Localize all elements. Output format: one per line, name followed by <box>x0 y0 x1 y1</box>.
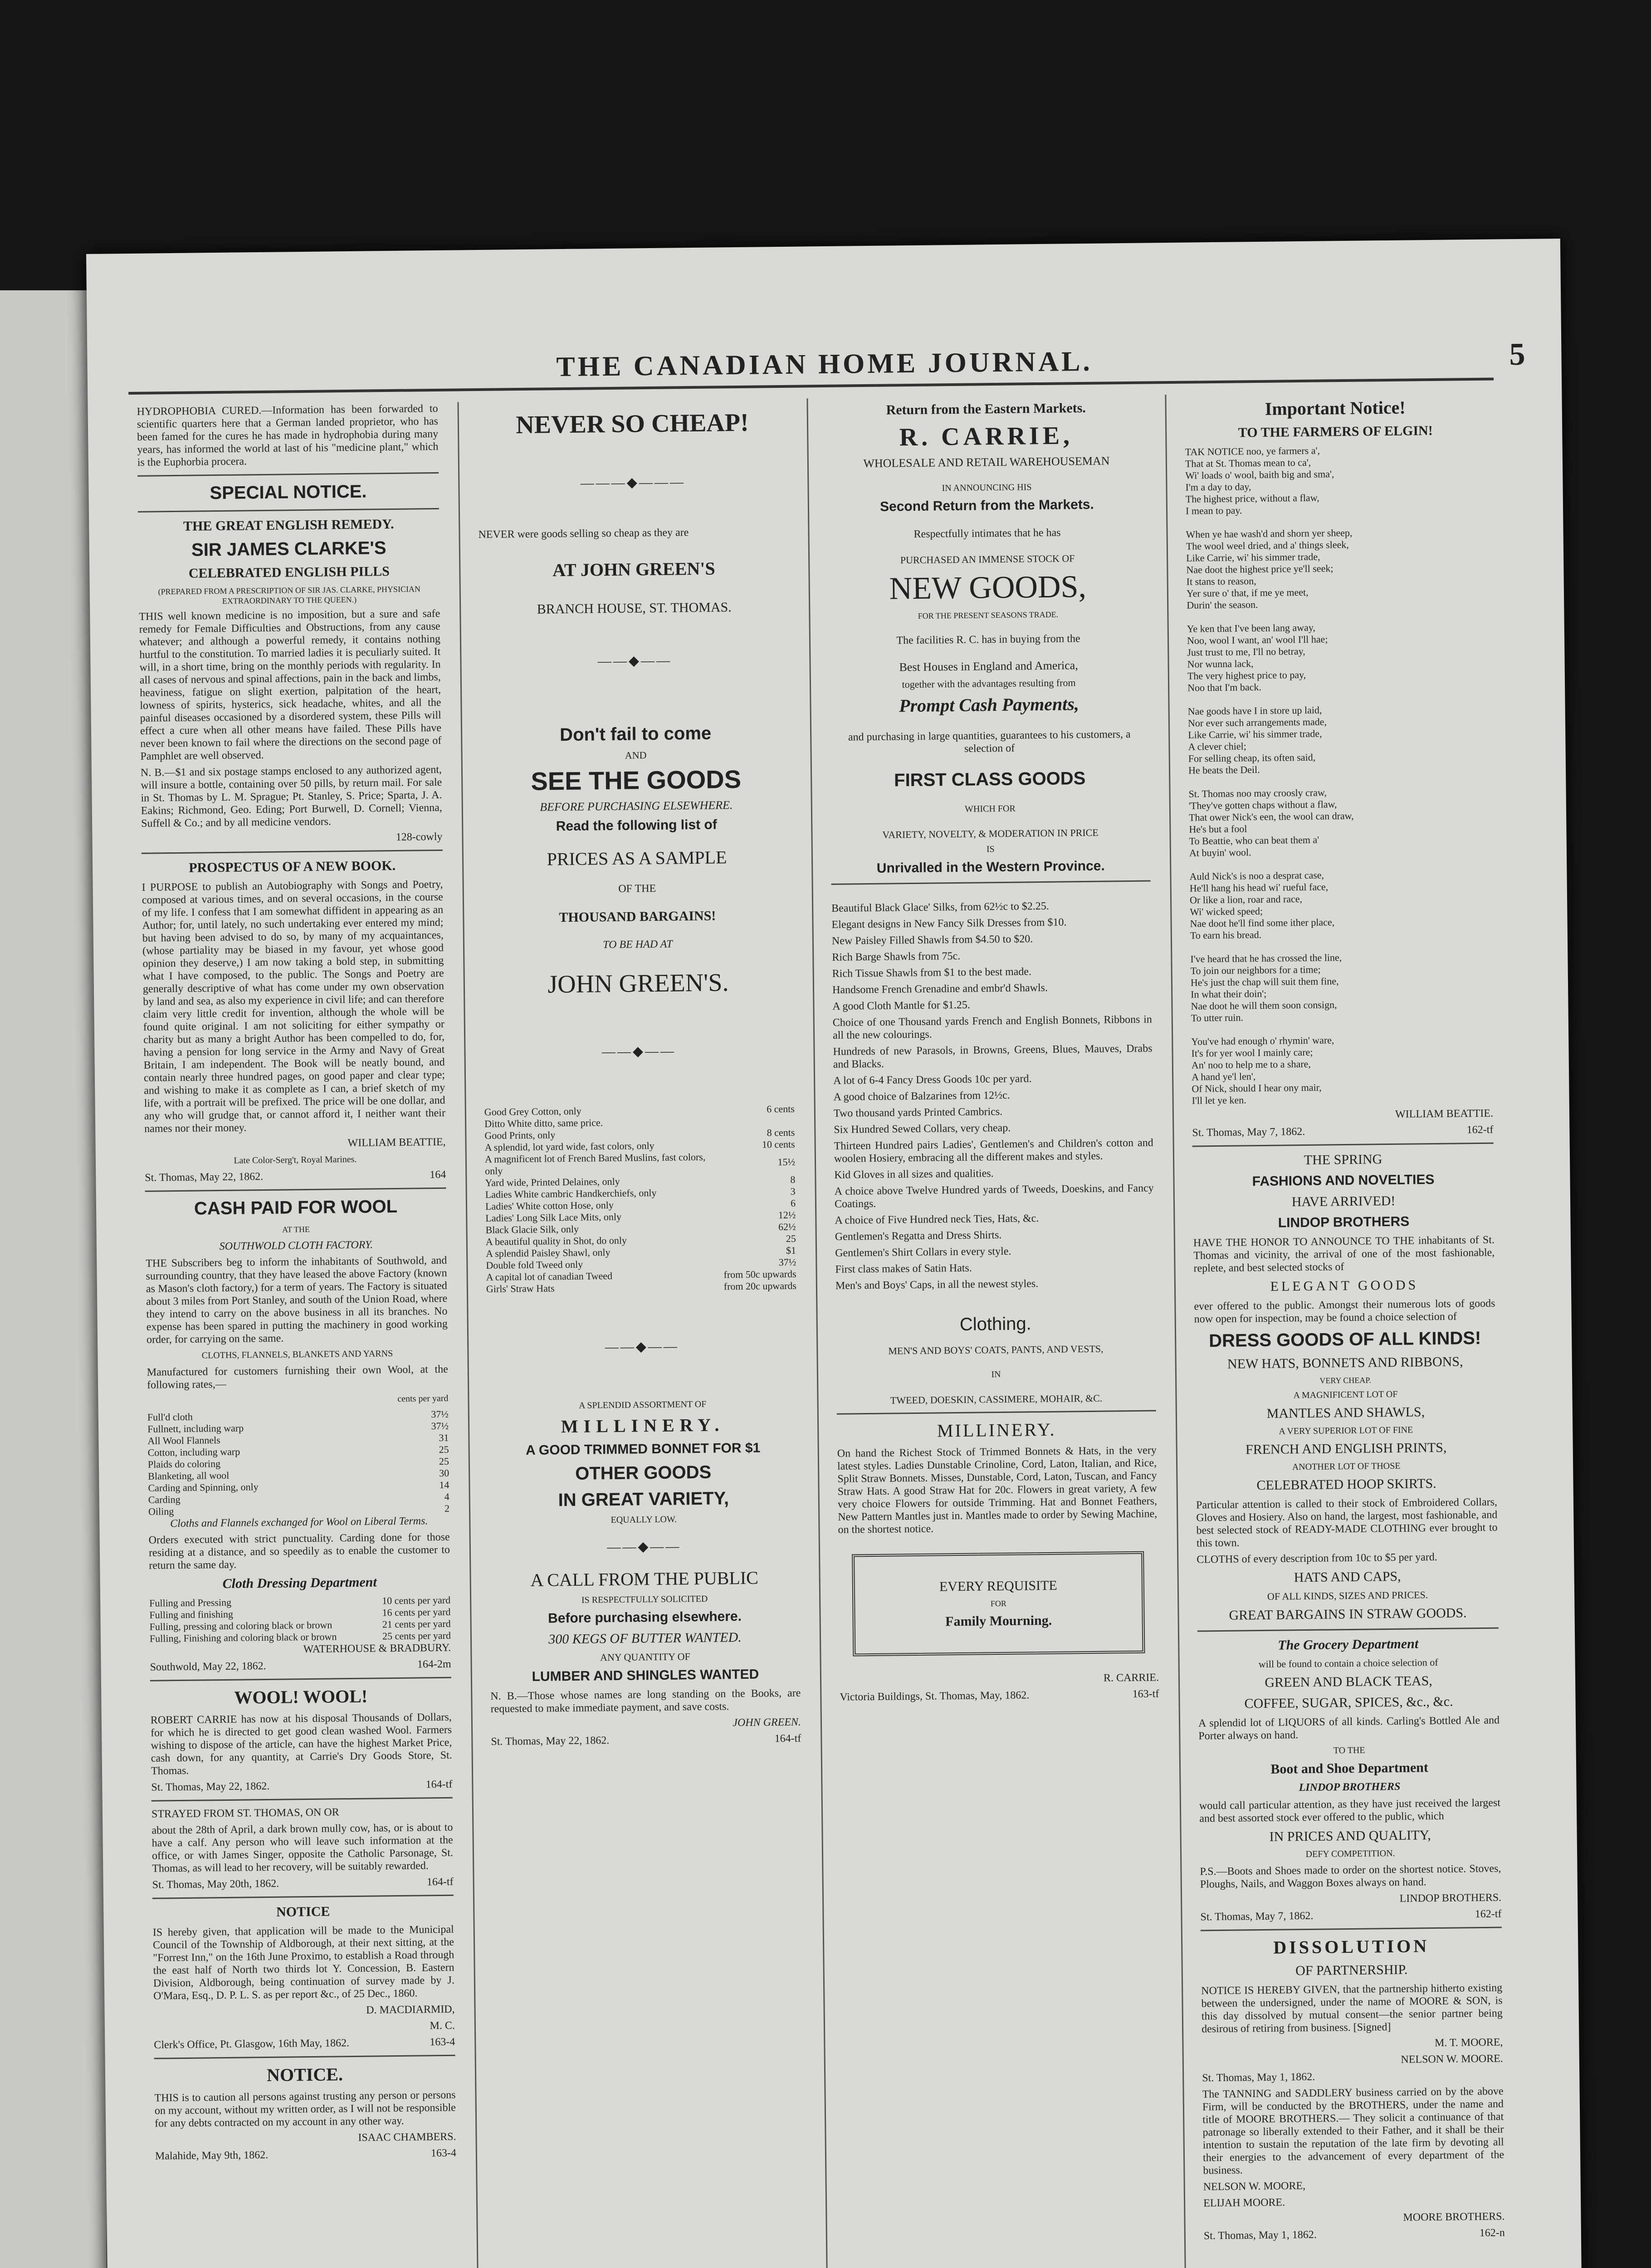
ever-offered: ever offered to the public. Amongst their numerous lots of goods now open for inspection, may be found a choice selection of <box>1194 1297 1495 1325</box>
dateline-text: St. Thomas, May 7, 1862. <box>1200 1910 1314 1923</box>
price-value: 8 <box>790 1173 796 1185</box>
dateline-text: Malahide, May 9th, 1862. <box>155 2149 269 2162</box>
goods-item: Beautiful Black Glace' Silks, from 62½c to $2.25. <box>831 900 1049 914</box>
dress-goods: DRESS GOODS OF ALL KINDS! <box>1208 1328 1481 1351</box>
price-value: from 50c upwards <box>723 1268 796 1281</box>
new-hats: NEW HATS, BONNETS AND RIBBONS, <box>1227 1354 1463 1372</box>
ornament: ——◆—— <box>607 1539 681 1555</box>
together: together with the advantages resulting from <box>902 677 1076 690</box>
price-value: 10 cents <box>762 1138 795 1150</box>
prices-table <box>484 1103 796 1295</box>
great-variety: IN GREAT VARIETY, <box>558 1488 729 1510</box>
price-item: Black Glacie Silk, only <box>485 1223 579 1236</box>
ad-code: 164 <box>430 1168 446 1181</box>
goods-item: Six Hundred Sewed Collars, very cheap. <box>834 1122 1011 1136</box>
ad-code: 162-tf <box>1475 1908 1502 1921</box>
thousand-bargains: THOUSAND BARGAINS! <box>559 908 716 925</box>
dateline-text: St. Thomas, May 22, 1862. <box>491 1735 610 1748</box>
lindop-body: HAVE THE HONOR TO ANNOUNCE TO THE inhabitants of St. Thomas and vicinity, the arrival of one of the most fashionable, replete, and best selected stocks of <box>1193 1234 1495 1275</box>
ad-code: 164-2m <box>417 1658 451 1671</box>
signature: NELSON W. MOORE. <box>1401 2053 1503 2066</box>
every-requisite: EVERY REQUISITE <box>939 1578 1057 1594</box>
price-item: A splendid Paisley Shawl, only <box>485 1246 611 1259</box>
wool-body: THE Subscribers beg to inform the inhabitants of Southwold, and surrounding country, that they have leased the above Factory (known as Mason's cloth factory,) for a term of years. The Factory is situated about 3 miles from Port Stanley, and south of the Union Road, where they intend to carry on the above business in all its branches. No expense has been spared in putting the machinery in good working order, for carrying on the same. <box>146 1254 448 1346</box>
remedy-name: SIR JAMES CLARKE'S <box>191 538 386 560</box>
date-line <box>1204 2226 1505 2242</box>
wool-orders: Orders executed with strict punctuality. Carding done for those residing at a distance, and so speedily as to enable the customer to return the same day. <box>148 1531 450 1572</box>
rate-value: 31 <box>439 1432 449 1444</box>
goods-item: Thirteen Hundred pairs Ladies', Gentlemen's and Children's cotton and woolen Hosiery, embracing all the different makes and styles. <box>834 1137 1153 1165</box>
rate-item: All Wool Flannels <box>147 1434 220 1447</box>
variety-text: VARIETY, NOVELTY, & MODERATION IN PRICE <box>882 826 1099 841</box>
price-value: 37½ <box>778 1256 796 1268</box>
warehouseman: WHOLESALE AND RETAIL WAREHOUSEMAN <box>863 454 1110 470</box>
rate-item: Carding and Spinning, only <box>148 1481 259 1494</box>
family-mourning: Family Mourning. <box>945 1613 1052 1629</box>
signature: LINDOP BROTHERS. <box>1399 1892 1502 1905</box>
in-text: IN <box>991 1369 1001 1380</box>
and-text: AND <box>625 749 647 761</box>
intro-line: NEVER were goods selling so cheap as they are <box>478 527 689 541</box>
date-line <box>1192 1124 1493 1139</box>
trimmed-bonnet: A GOOD TRIMMED BONNET FOR $1 <box>525 1440 761 1458</box>
remedy-prep: (PREPARED FROM A PRESCRIPTION OF SIR JAS. CLARKE, PHYSICIAN EXTRAORDINARY TO THE QUEEN.) <box>158 584 421 606</box>
call-public: A CALL FROM THE PUBLIC <box>530 1567 759 1590</box>
notice1-heading: NOTICE <box>276 1904 330 1920</box>
see-the-goods: SEE THE GOODS <box>531 764 742 796</box>
signature-title: Late Color-Serg't, Royal Marines. <box>234 1154 357 1166</box>
page-number: 5 <box>1509 337 1525 372</box>
nb-note: N. B.—Those whose names are long standing on the Books, are requested to make immediate payment, and save costs. <box>490 1687 801 1715</box>
signature: D. MACDIARMID, <box>366 2003 455 2016</box>
divider <box>150 1677 451 1681</box>
goods-item: New Paisley Filled Shawls from $4.50 to $20. <box>831 933 1033 947</box>
divider <box>142 850 443 854</box>
branch-house: BRANCH HOUSE, ST. THOMAS. <box>537 600 732 617</box>
rate-value: 37½ <box>431 1408 449 1420</box>
prices-quality: IN PRICES AND QUALITY, <box>1269 1828 1431 1844</box>
goods-item: Choice of one Thousand yards French and English Bonnets, Ribbons in all the new colourings. <box>832 1013 1152 1041</box>
tweed-line: TWEED, DOESKIN, CASSIMERE, MOHAIR, &C. <box>890 1392 1103 1406</box>
divider <box>1197 1628 1499 1632</box>
rate-value: 2 <box>444 1502 450 1514</box>
arrived: HAVE ARRIVED! <box>1291 1193 1396 1210</box>
price-item: Ladies White cambric Handkerchiefs, only <box>485 1187 657 1200</box>
price-item: Girls' Straw Hats <box>486 1282 555 1295</box>
superior: A VERY SUPERIOR LOT OF FINE <box>1279 1425 1413 1437</box>
strayed-heading: STRAYED FROM ST. THOMAS, ON OR <box>151 1806 339 1820</box>
to-the: TO THE <box>1333 1745 1365 1756</box>
read-the-list: Read the following list of <box>556 817 717 834</box>
prompt-cash: Prompt Cash Payments, <box>899 694 1080 716</box>
divider <box>154 2055 455 2059</box>
price-item: A capital lot of canadian Tweed <box>486 1270 613 1283</box>
any-quantity: ANY QUANTITY OF <box>600 1651 690 1663</box>
date-line <box>154 2036 455 2052</box>
season-trade: FOR THE PRESENT SEASONS TRADE. <box>918 610 1059 621</box>
grocery-heading: The Grocery Department <box>1278 1636 1419 1653</box>
rate-value: 30 <box>439 1467 449 1479</box>
signature: WILLIAM BEATTIE, <box>347 1136 446 1149</box>
dissolution-body: NOTICE IS HEREBY GIVEN, that the partnership hitherto existing between the undersigned, under the name of MOORE & SON, is this day dissolved by mutual consent—the senior partner being desirous of retiring from business. [Signed] <box>1201 1982 1503 2035</box>
signature: WATERHOUSE & BRADBURY. <box>303 1642 451 1656</box>
respectfully: Respectfully intimates that he has <box>913 527 1061 540</box>
price-item: Yard wide, Printed Delaines, only <box>485 1175 620 1188</box>
ad-code: 164-tf <box>774 1732 801 1745</box>
dateline-text: St. Thomas, May 7, 1862. <box>1192 1125 1305 1139</box>
ad-code: 164-tf <box>425 1778 453 1791</box>
mourning-box <box>852 1551 1145 1657</box>
divider <box>831 880 1151 885</box>
ornament: ——◆—— <box>601 1043 676 1060</box>
dont-fail: Don't fail to come <box>559 723 712 745</box>
date-line <box>151 1778 452 1794</box>
column-2 <box>469 399 816 2268</box>
wool-heading: CASH PAID FOR WOOL <box>194 1196 398 1219</box>
announcing: IN ANNOUNCING HIS <box>942 482 1032 494</box>
date-line <box>145 1168 446 1184</box>
wool-subheading: CLOTHS, FLANNELS, BLANKETS AND YARNS <box>201 1349 393 1361</box>
rate-item: Blanketing, all wool <box>148 1469 230 1482</box>
straw-goods: GREAT BARGAINS IN STRAW GOODS. <box>1229 1605 1467 1623</box>
price-value: 6 <box>790 1197 796 1209</box>
mantles: MANTLES AND SHAWLS, <box>1266 1404 1425 1421</box>
price-item: Good Prints, only <box>484 1129 556 1141</box>
partnership: OF PARTNERSHIP. <box>1295 1962 1408 1979</box>
notice2-heading: NOTICE. <box>266 2064 343 2086</box>
purchasing-text: and purchasing in large quantities, guarantees to his customers, a selection of <box>848 728 1131 755</box>
rate-item: Fulling, pressing and coloring black or brown <box>149 1619 332 1633</box>
to-farmers: TO THE FARMERS OF ELGIN! <box>1238 423 1433 440</box>
hydrophobia-item: HYDROPHOBIA CURED.—Information has been forwarded to scientific quarters here that a German landed proprietor, who has been famed for the cures he has made in hydrophobia during many years, has informed the world at last of his "medicine plant," which is the Euphorbia procera. <box>137 402 439 469</box>
ornament: ——◆—— <box>597 653 672 669</box>
another-lot: ANOTHER LOT OF THOSE <box>1292 1461 1401 1472</box>
dateline-text: St. Thomas, May 1, 1862. <box>1203 2229 1317 2242</box>
for-text: FOR <box>990 1598 1006 1608</box>
goods-item: Hundreds of new Parasols, in Browns, Greens, Blues, Mauves, Drabs and Blacks. <box>833 1042 1153 1070</box>
ornament: ———◆——— <box>580 474 686 491</box>
page-header <box>87 337 1561 383</box>
rate-item: Plaids do coloring <box>147 1458 221 1470</box>
wool-manufactured: Manufactured for customers furnishing their own Wool, at the following rates,— <box>147 1363 448 1391</box>
john-greens: JOHN GREEN'S. <box>547 968 729 999</box>
ornament: ——◆—— <box>605 1339 679 1355</box>
dissolution-body-2: The TANNING and SADDLERY business carried on by the above Firm, will be conducted by the BROTHERS, under the name and title of MOORE BROTHERS.— They solicit a continuance of that patronage so liberally extended to their Father, and it shall be their intention to sustain the reputation of the late firm by devoting all their energies to the advancement of every department of the business. <box>1202 2085 1504 2177</box>
page-title: THE CANADIAN HOME JOURNAL. <box>556 346 1093 383</box>
divider <box>837 1410 1156 1414</box>
liquors: A splendid lot of LIQUORS of all kinds. Carling's Bottled Ale and Porter always on hand. <box>1198 1714 1500 1742</box>
second-return: Second Return from the Markets. <box>879 497 1094 514</box>
price-value: 25 <box>786 1232 796 1244</box>
price-value: 12½ <box>778 1209 796 1221</box>
dressing-heading: Cloth Dressing Department <box>222 1574 377 1592</box>
never-so-cheap-heading: NEVER SO CHEAP! <box>515 408 749 440</box>
ad-code: 163-tf <box>1132 1688 1159 1701</box>
ad-code: 163-4 <box>430 2036 455 2048</box>
divider <box>152 1895 454 1899</box>
ad-code: 162-tf <box>1466 1124 1494 1136</box>
cloths-text: CLOTHS of every description from 10c to $5 per yard. <box>1197 1551 1437 1566</box>
signature: WILLIAM BEATTIE. <box>1395 1107 1494 1120</box>
signature: M. T. MOORE, <box>1434 2036 1503 2049</box>
divider <box>1192 1143 1494 1147</box>
price-value: from 20c upwards <box>723 1280 797 1292</box>
dressing-rates-table <box>149 1594 451 1645</box>
the-spring: THE SPRING <box>1304 1152 1382 1168</box>
rate-value: 25 <box>439 1443 449 1456</box>
goods-item: Handsome French Grenadine and embr'd Shawls. <box>832 982 1048 996</box>
price-value: $1 <box>786 1244 796 1256</box>
divider <box>138 508 439 513</box>
dateline-text: Southwold, May 22, 1862. <box>150 1660 266 1673</box>
magnificent: A MAGNIFICENT LOT OF <box>1293 1389 1398 1401</box>
of-the: OF THE <box>618 882 656 895</box>
which-for: WHICH FOR <box>964 803 1016 814</box>
rate-value: 14 <box>439 1479 449 1491</box>
elegant-goods: ELEGANT GOODS <box>1270 1277 1419 1294</box>
price-item: Good Grey Cotton, only <box>484 1105 581 1118</box>
price-item: Ladies' White cotton Hose, only <box>485 1199 614 1212</box>
divider <box>145 1188 446 1192</box>
goods-item: A lot of 6-4 Fancy Dress Goods 10c per yard. <box>833 1073 1032 1087</box>
is-text: IS <box>986 844 995 855</box>
column-1 <box>129 402 468 2268</box>
grocery-sub: will be found to contain a choice selection of <box>1258 1656 1438 1670</box>
very-cheap: VERY CHEAP. <box>1319 1375 1371 1385</box>
poem: TAK NOTICE noo, ye farmers a', That at St. Thomas mean to ca', Wi' loads o' wool, baith big and sma', I'm a day to day, The highest price, without a flaw, I mean to pay. When ye hae wash'd and shorn yer sheep, The wool weel dried, and a' things sleek, Like Carrie, wi' his simmer trade, Nae doot the highest price ye'll seek; It stans to reason, Yer sure o' that, if me ye meet, Durin' the season. Ye ken that I've been lang away, Noo, wool I want, an' wool I'll hae; Just trust to me, I'll no betray, Nor wunna lack, The very highest price to pay, Noo that I'm back. Nae goods have I in store up laid, Nor ever such arrangements made, Like Carrie, wi' his simmer trade, A clever chiel; For selling cheap, its often said, He beats the Deil. St. Thomas noo may croosly craw, 'They've gotten chaps without a flaw, That ower Nick's een, the wool can draw, He's but a fool To Beattie, who can beat them a' At buyin' wool. Auld Nick's is noo a desprat case, He'll hang his head wi' rueful face, Or like a lion, roar and race, Wi' wicked speed; Nae doot he'll find some ither place, To earn his bread. I've heard that he has crossed the line, To join our neighbors for a time; He's just the chap will suit them fine, In what their doin'; Nae doot he will them soon consign, To utter ruin. You've had enough o' rhymin' ware, It's for yer wool I mainly care; An' noo to help me to a share, A hand ye'l len', Of Nick, should I hear ony mair, I'll let ye ken. <box>1185 445 1354 1106</box>
goods-item: Men's and Boys' Caps, in all the newest styles. <box>835 1278 1039 1292</box>
rate-value: 16 cents per yard <box>382 1606 451 1618</box>
dateline-text: St. Thomas, May 22, 1862. <box>151 1780 270 1794</box>
goods-item: A good Cloth Mantle for $1.25. <box>832 999 970 1012</box>
rate-value: 10 cents per yard <box>382 1594 451 1607</box>
goods-item: Elegant designs in New Fancy Silk Dresses from $10. <box>831 916 1067 931</box>
divider <box>137 472 439 477</box>
other-goods: OTHER GOODS <box>575 1462 712 1484</box>
price-value: 62½ <box>778 1221 796 1233</box>
at-john-greens: AT JOHN GREEN'S <box>552 558 715 581</box>
dateline-text: St. Thomas, May 22, 1862. <box>145 1171 264 1184</box>
notice1-body: IS hereby given, that application will be made to the Municipal Council of the Township of Aldborough, at their next sitting, at the "Forrest Inn," on the 16th June Proximo, to establish a Road through the east half of North two thirds lot Y. Concession, B. Eastern Division, Aldborough, being continuation of survey made by J. O'Mara, Esq., D. P. L. S. as per report &c., of 25 Dec., 1860. <box>152 1923 455 2002</box>
goods-item: A good choice of Balzarines from 12½c. <box>833 1089 1010 1103</box>
divider <box>1201 1927 1502 1931</box>
clothing-sub: MEN'S AND BOYS' COATS, PANTS, AND VESTS, <box>888 1343 1104 1357</box>
millinery-heading: MILLINERY. <box>561 1414 725 1437</box>
r-carrie-name: R. CARRIE, <box>899 421 1074 452</box>
hats-caps: HATS AND CAPS, <box>1294 1569 1401 1585</box>
before-purchasing-2: Before purchasing elsewhere. <box>547 1609 742 1626</box>
rates-header: cents per yard <box>397 1393 449 1404</box>
goods-item: Gentlemen's Shirt Collars in every style. <box>835 1245 1011 1259</box>
prices-sample: PRICES AS A SAMPLE <box>547 847 727 870</box>
rate-item: Carding <box>148 1493 181 1505</box>
equally-low: EQUALLY LOW. <box>611 1514 677 1525</box>
kegs-butter: 300 KEGS OF BUTTER WANTED. <box>548 1630 742 1647</box>
price-item: Ditto White ditto, same price. <box>484 1117 603 1129</box>
goods-item: A choice of Five Hundred neck Ties, Hats, &c. <box>835 1212 1039 1227</box>
ad-code: 164-tf <box>426 1876 454 1888</box>
lindop-brothers: LINDOP BROTHERS <box>1278 1214 1410 1231</box>
wool-exchange: Cloths and Flannels exchanged for Wool on Liberal Terms. <box>170 1515 428 1530</box>
signature: ISAAC CHAMBERS. <box>358 2131 456 2144</box>
rate-item: Fulling and finishing <box>149 1608 234 1621</box>
table-row <box>485 1150 796 1177</box>
rate-value: 25 <box>439 1455 449 1467</box>
before-purchasing: BEFORE PURCHASING ELSEWHERE. <box>540 798 733 814</box>
boot-by: LINDOP BROTHERS <box>1299 1780 1401 1794</box>
remedy-footer: N. B.—$1 and six postage stamps enclosed to any authorized agent, will insure a bottle, containing over 50 pills, by return mail. For sale in St. Thomas by L. M. Sprague; Pt. Stanley, S. Price; Sparta, J. A. Eakins; Richmond, Geo. Eding; Port Burwell, D. Cornell; Vienna, Suffell & Co.; and by all medicine vendors. <box>140 763 442 830</box>
goods-item: Rich Barge Shawls from 75c. <box>832 950 961 963</box>
signature: ELIJAH MOORE. <box>1203 2196 1285 2209</box>
column-4 <box>1176 391 1515 2268</box>
rate-value: 37½ <box>431 1420 449 1432</box>
price-value: 3 <box>790 1185 796 1197</box>
all-kinds: OF ALL KINDS, SIZES AND PRICES. <box>1267 1589 1428 1602</box>
dateline-text: Victoria Buildings, St. Thomas, May, 1862. <box>840 1689 1030 1703</box>
wool-at: AT THE <box>282 1224 310 1234</box>
boot-body: would call particular attention, as they have just received the largest and best assorted stock ever offered to the public, which <box>1199 1797 1501 1825</box>
price-item: Ladies' Long Silk Lace Mits, only <box>485 1211 622 1224</box>
ad-code: 162-n <box>1479 2227 1505 2239</box>
rate-item: Fulling, Finishing and coloring black or brown <box>149 1631 337 1644</box>
signature: NELSON W. MOORE, <box>1203 2180 1306 2193</box>
first-class-goods: FIRST CLASS GOODS <box>894 768 1086 791</box>
signature: MOORE BROTHERS. <box>1403 2210 1505 2224</box>
notice2-body: THIS is to caution all persons against trusting any person or persons on my account, without my written order, as I will not be responsible for any debts contracted on my account in any other way. <box>154 2089 456 2130</box>
clothing-heading: Clothing. <box>959 1314 1031 1334</box>
fashions: FASHIONS AND NOVELTIES <box>1252 1172 1435 1189</box>
important-notice: Important Notice! <box>1265 397 1406 419</box>
price-item: Double fold Tweed only <box>486 1258 583 1271</box>
date-line <box>1200 1908 1501 1924</box>
signature-title: M. C. <box>430 2019 455 2032</box>
rate-item: Full'd cloth <box>147 1411 193 1423</box>
divider <box>151 1797 453 1802</box>
price-value: 15½ <box>777 1156 796 1168</box>
goods-item: Rich Tissue Shawls from $1 to the best made. <box>832 966 1032 980</box>
prospectus-body: I PURPOSE to publish an Autobiography with Songs and Poetry, composed at various times, and on several occasions, in the course of my life. I confess that I am somewhat diffident in appearing as an Author; for, until lately, no such undertaking ever entered my mind; but having been advised to do so, by many of my acquaintances, (whose partiality may be biased in my favour, yet whose good opinion they deserve,) I am now taking a bold step, in submitting what I have composed, to the public. The Songs and Poetry are generally descriptive of what has come under my own observation by land and sea, as also my experience in civil life; and can therefore claim very little credit for invention, although the whole will be found quite original. I am not soliciting for either sympathy or charity but as many a bright Author has been compelled to do, for, having a pension for long service in the Army and Navy of Great Britain, I am independent. The Book will be neatly bound, and contain nearly three hundred pages, on good paper and clear type; and wishing to make it as complete as I can, a brief sketch of my life, with a portrait will be prefixed. The price will be one dollar, and any who will grudge that, or cannot afford it, I neither want their names nor their money. <box>142 878 446 1135</box>
column-3 <box>818 395 1175 2268</box>
goods-item: Kid Gloves in all sizes and qualities. <box>834 1168 994 1181</box>
wool2-body: ROBERT CARRIE has now at his disposal Thousands of Dollars, for which he is directed to get good clean washed Wool. Farmers wishing to dispose of the article, can have the highest Market Price, cash down, for any quantity, at Carrie's Dry Goods Store, St. Thomas. <box>150 1711 452 1777</box>
millinery-body: On hand the Richest Stock of Trimmed Bonnets & Hats, in the very latest styles. Ladies Dunstable Crinoline, Cord, Laton, Italian, and Rice, Split Straw Bonnets. Misses, Dunstable, Cord, Laton, Tuscan, and Fancy Straw Hats. A good Straw Hat for 20c. Flowers in great variety, A few very choice Flowers for outside Trimming. Hat and Bonnet Feathers, New Pattern Mantles just in. Mantles made to order by Sewing Machine, on the shortest notice. <box>837 1444 1158 1536</box>
boot-shoe: Boot and Shoe Department <box>1270 1760 1429 1777</box>
ad-code: 163-4 <box>430 2147 457 2160</box>
defy: DEFY COMPETITION. <box>1305 1848 1395 1860</box>
splendid-assortment: A SPLENDID ASSORTMENT OF <box>578 1399 707 1411</box>
price-value: 8 cents <box>767 1126 795 1139</box>
unrivalled: Unrivalled in the Western Province. <box>876 858 1105 876</box>
date-line <box>150 1658 451 1674</box>
price-item: A splendid, lot yard wide, fast colors, only <box>484 1139 655 1153</box>
facilities: The facilities R. C. has in buying from the <box>896 633 1080 647</box>
signature: JOHN GREEN. <box>733 1716 801 1729</box>
ad-code: 128-cowly <box>396 831 443 843</box>
coffee: COFFEE, SUGAR, SPICES, &c., &c. <box>1244 1694 1453 1711</box>
dateline-text: Clerk's Office, Pt. Glasgow, 16th May, 1862. <box>154 2037 350 2051</box>
wool-rates-table <box>147 1408 449 1518</box>
respectfully-solicited: IS RESPECTFULLY SOLICITED <box>581 1593 708 1605</box>
price-item: A beautiful quality in Shot, do only <box>485 1234 627 1247</box>
dissolution: DISSOLUTION <box>1273 1936 1430 1958</box>
teas: GREEN AND BLACK TEAS, <box>1265 1673 1433 1690</box>
french-prints: FRENCH AND ENGLISH PRINTS, <box>1245 1440 1447 1457</box>
new-goods: NEW GOODS, <box>889 569 1087 606</box>
return-heading: Return from the Eastern Markets. <box>886 400 1086 418</box>
goods-item: First class makes of Satin Hats. <box>835 1262 972 1276</box>
remedy-subtitle: CELEBRATED ENGLISH PILLS <box>188 564 390 581</box>
dateline-text: St. Thomas, May 20th, 1862. <box>152 1877 279 1891</box>
rate-item: Cotton, including warp <box>147 1446 240 1458</box>
purchased: PURCHASED AN IMMENSE STOCK OF <box>900 552 1075 566</box>
lumber-shingles: LUMBER AND SHINGLES WANTED <box>532 1667 759 1684</box>
ps-text: P.S.—Boots and Shoes made to order on the shortest notice. Stoves, Ploughs, Nails, and Waggon Boxes always on hand. <box>1200 1862 1501 1891</box>
price-item: A magnificent lot of French Bared Muslins, fast colors, only <box>484 1151 706 1177</box>
remedy-title: THE GREAT ENGLISH REMEDY. <box>183 516 394 534</box>
goods-item: Gentlemen's Regatta and Dress Shirts. <box>835 1229 1002 1243</box>
date-line <box>840 1687 1159 1703</box>
price-value: 6 cents <box>766 1103 795 1115</box>
wool2-heading: WOOL! WOOL! <box>234 1686 368 1708</box>
goods-item: A choice above Twelve Hundred yards of Tweeds, Doeskins, and Fancy Coatings. <box>834 1182 1154 1210</box>
rate-item: Fullnett, including warp <box>147 1422 244 1435</box>
rate-value: 21 cents per yard <box>382 1618 451 1630</box>
goods-item: Two thousand yards Printed Cambrics. <box>833 1105 1003 1119</box>
price-value <box>713 1115 795 1128</box>
strayed-body: about the 28th of April, a dark brown mully cow, has, or is about to have a calf. Any person who will leave such information at the office, or with James Singer, opposite the Catholic Parsonage, St. Thomas, as will lead to her recovery, will be suitably rewarded. <box>151 1821 454 1875</box>
special-notice-heading: SPECIAL NOTICE. <box>210 481 367 503</box>
best-houses: Best Houses in England and America, <box>899 659 1078 674</box>
millinery-heading: MILLINERY. <box>937 1419 1056 1441</box>
rate-item: Oiling <box>148 1505 174 1517</box>
date-line <box>491 1732 801 1748</box>
to-be-had: TO BE HAD AT <box>603 938 673 951</box>
wool-factory: SOUTHWOLD CLOTH FACTORY. <box>219 1239 373 1253</box>
prospectus-title: PROSPECTUS OF A NEW BOOK. <box>189 858 396 875</box>
rate-value: 4 <box>444 1491 449 1502</box>
hoop-skirts: CELEBRATED HOOP SKIRTS. <box>1256 1476 1436 1493</box>
date-line <box>155 2147 456 2163</box>
rate-item: Fulling and Pressing <box>149 1596 232 1609</box>
rate-value: 25 cents per yard <box>382 1629 451 1642</box>
date-line: St. Thomas, May 1, 1862. <box>1202 2071 1315 2084</box>
date-line <box>152 1876 454 1892</box>
remedy-body: THIS well known medicine is no imposition, but a sure and safe remedy for Female Difficulties and Obstructions, from any cause whatever; and although a powerful remedy, it contains nothing hurtful to the constitution. To married ladies it is peculiarly suited. It will, in a short time, bring on the monthly periods with regularity. In all cases of nervous and spinal affections, pain in the back and limbs, heaviness, fatigue on slight exertion, palpitation of the heart, lowness of spirits, hysterics, sick headache, whites, and all the painful diseases occasioned by a disordered system, these Pills will effect a cure when all other means have failed. These Pills have never been known to fail where the directions on the second page of Pamphlet are well observed. <box>139 607 442 763</box>
attention-text: Particular attention is called to their stock of Embroidered Collars, Gloves and Hosiery. Also on hand, the largest, most fashionable, and best selected stock of READY-MADE CLOTHING ever brought to this town. <box>1196 1496 1498 1549</box>
signature: R. CARRIE. <box>1103 1672 1159 1684</box>
newspaper-page <box>86 239 1584 2268</box>
